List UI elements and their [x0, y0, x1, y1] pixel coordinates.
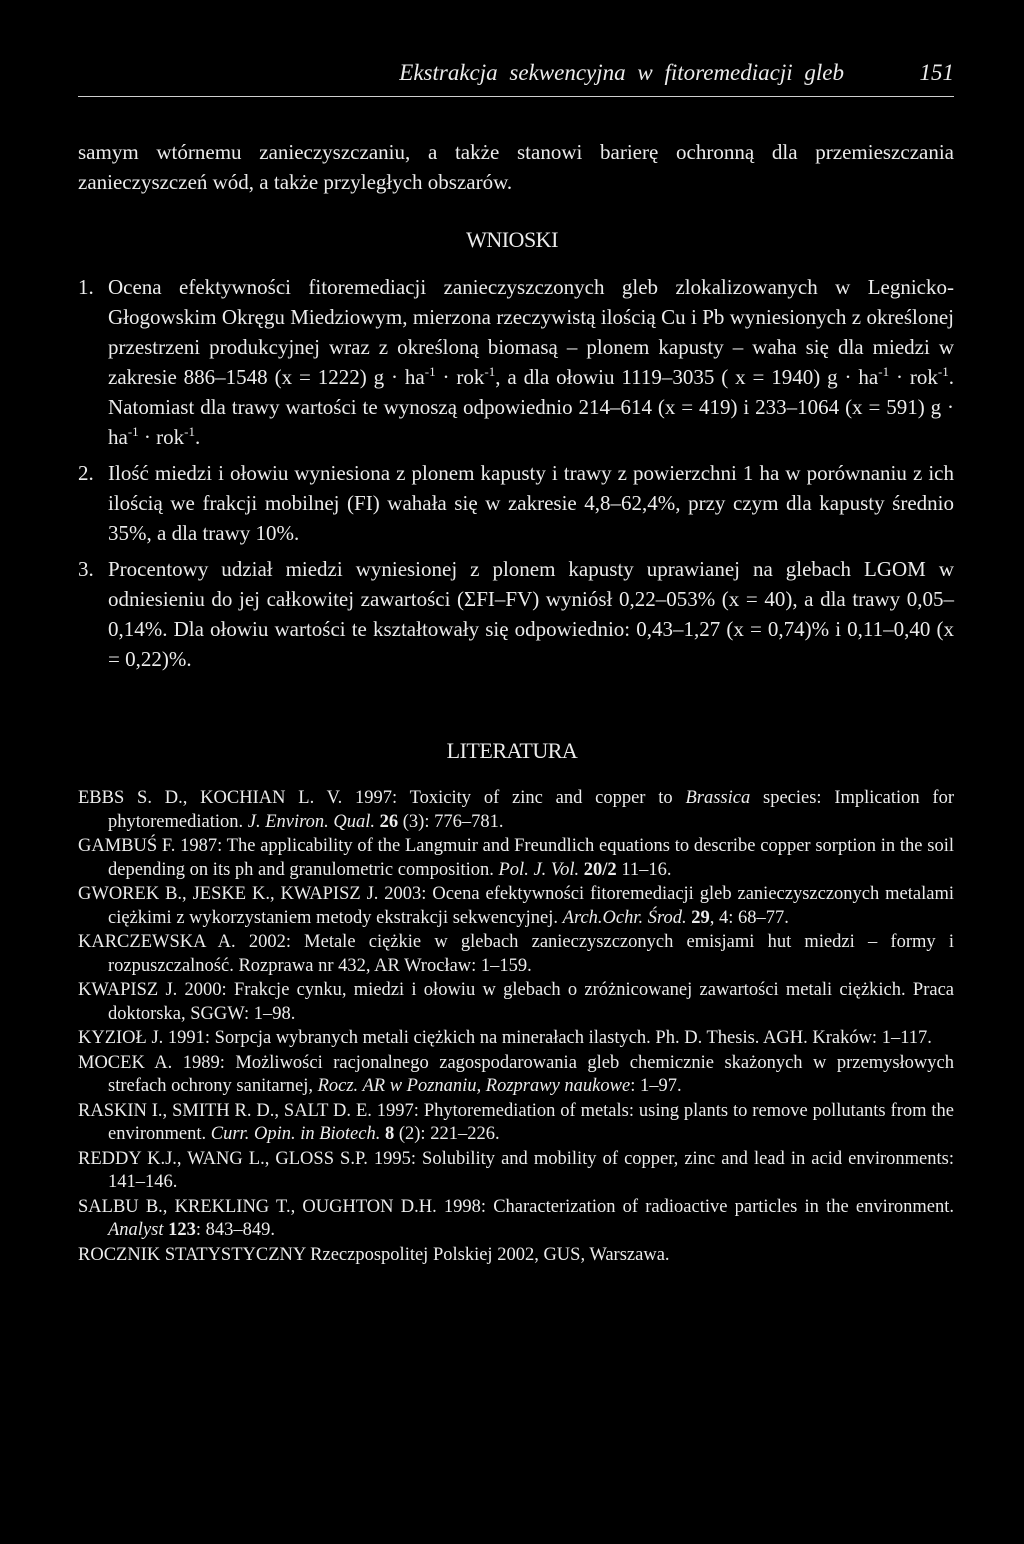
reference-volume: 20/2 — [583, 859, 617, 880]
reference-text: ROCZNIK STATYSTYCZNY Rzeczpospolitej Polskiej 2002, GUS, Warszawa. — [78, 1244, 670, 1265]
reference-item — [78, 883, 954, 930]
conclusion-number: 1. — [78, 275, 94, 299]
reference-text: (2): 221–226. — [394, 1124, 500, 1144]
reference-italic: Curr. Opin. in Biotech. — [210, 1124, 381, 1144]
reference-text: species: Implication for phytoremediation. — [108, 788, 954, 832]
reference-item — [78, 1027, 954, 1051]
running-title: Ekstrakcja sekwencyjna w fitoremediacji gleb — [399, 60, 844, 85]
conclusion-text: . — [195, 425, 201, 449]
reference-item — [78, 835, 954, 882]
reference-italic: Arch.Ochr. Środ. — [562, 907, 687, 928]
reference-text: REDDY K.J., WANG L., GLOSS S.P. 1995: Solubility and mobility of copper, zinc and lead in acid environments: 141–146. — [78, 1148, 954, 1192]
reference-item — [78, 1052, 954, 1099]
conclusion-text: · rok — [435, 365, 485, 389]
reference-text: KYZIOŁ J. 1991: Sorpcja wybranych metali ciężkich na minerałach ilastych. Ph. D. Thesis. AGH. Kraków: 1–117. — [78, 1028, 932, 1048]
reference-text: EBBS S. D., KOCHIAN L. V. 1997: Toxicity of zinc and copper to — [78, 788, 686, 808]
page-number: 151 — [919, 60, 954, 85]
conclusion-number: 3. — [78, 557, 94, 581]
reference-text: GWOREK B., JESKE K., KWAPISZ J. 2003: Ocena efektywności fitoremediacji gleb zanieczyszczonych metalami ciężkimi z wykorzystaniem metody ekstrakcji sekwencyjnej. — [78, 884, 954, 928]
superscript: -1 — [878, 364, 890, 379]
reference-text: GAMBUŚ F. 1987: The applicability of the Langmuir and Freundlich equations to describe copper sorption in the soil depending on its ph and granulometric composition. — [78, 836, 954, 880]
reference-volume: 26 — [379, 811, 399, 832]
reference-text: : 1–97. — [630, 1076, 682, 1096]
reference-volume: 29 — [691, 907, 710, 928]
reference-italic: J. Environ. Qual. — [247, 811, 376, 832]
superscript: -1 — [184, 424, 196, 439]
conclusion-item — [78, 272, 954, 452]
running-header — [78, 60, 954, 97]
conclusions-heading: WNIOSKI — [466, 227, 558, 252]
reference-item — [78, 787, 954, 834]
conclusion-text: , a dla ołowiu 1119–3035 ( x = 1940) g · ha — [495, 365, 879, 389]
reference-text: MOCEK A. 1989: Możliwości racjonalnego zagospodarowania gleb chemicznie skażonych w przemysłowych strefach ochrony sanitarnej, — [78, 1052, 954, 1096]
intro-paragraph: samym wtórnemu zanieczyszczaniu, a także stanowi barierę ochronną dla przemieszczania zanieczyszczeń wód, a także przyległych obszarów. — [78, 140, 954, 194]
conclusion-text: Ocena efektywności fitoremediacji zanieczyszczonych gleb zlokalizowanych w Legnicko-Głogowskim Okręgu Miedziowym, mierzona rzeczywistą ilością Cu i Pb wyniesionych z określonej przestrzeni produkcyjnej wraz z określoną biomasą – plonem kapusty – waha się dla miedzi w zakresie 886–1548 (x = 1222) g · ha — [108, 275, 954, 389]
conclusion-item — [78, 554, 954, 674]
reference-text: , 4: 68–77. — [709, 907, 789, 928]
superscript: -1 — [424, 364, 436, 379]
reference-item — [78, 931, 954, 978]
reference-volume: 8 — [384, 1124, 395, 1144]
reference-italic: Brassica — [685, 788, 751, 808]
reference-text: SALBU B., KREKLING T., OUGHTON D.H. 1998: Characterization of radioactive particles in the environment. — [78, 1196, 954, 1217]
reference-italic: Pol. J. Vol. — [498, 859, 580, 880]
reference-text: KWAPISZ J. 2000: Frakcje cynku, miedzi i ołowiu w glebach o zróżnicowanej zawartości metali ciężkich. Praca doktorska, SGGW: 1–98. — [78, 980, 954, 1024]
conclusions-list — [78, 272, 954, 680]
reference-item — [78, 1148, 954, 1195]
reference-italic: Analyst — [108, 1220, 164, 1240]
conclusion-text: Procentowy udział miedzi wyniesionej z plonem kapusty uprawianej na glebach LGOM w odniesieniu do jej całkowitej zawartości (ΣFI–FV) wyniósł 0,22–053% (x = 40), a dla trawy 0,05–0,14%. Dla ołowiu wartości te kształtowały się odpowiednio: 0,43–1,27 (x = 0,74)% i 0,11–0,40 (x = 0,22)%. — [108, 557, 954, 671]
superscript: -1 — [937, 364, 949, 379]
conclusion-text: Ilość miedzi i ołowiu wyniesiona z plonem kapusty i trawy z powierzchni 1 ha w porównaniu z ich ilością we frakcji mobilnej (FI) wahała się w zakresie 4,8–62,4%, przy czym dla kapusty średnio 35%, a dla trawy 10%. — [108, 461, 954, 545]
superscript: -1 — [127, 424, 139, 439]
reference-text: RASKIN I., SMITH R. D., SALT D. E. 1997: Phytoremediation of metals: using plants to remove pollutants from the environment. — [78, 1100, 954, 1144]
reference-italic: Rocz. AR w Poznaniu, Rozprawy naukowe — [317, 1076, 631, 1096]
reference-text: : 843–849. — [195, 1220, 276, 1240]
superscript: -1 — [484, 364, 496, 379]
references-list — [78, 787, 954, 1268]
reference-text: KARCZEWSKA A. 2002: Metale ciężkie w glebach zanieczyszczonych emisjami hut miedzi – formy i rozpuszczalność. Rozprawa nr 432, AR Wrocław: 1–159. — [78, 932, 954, 976]
reference-text: 11–16. — [616, 859, 672, 880]
literature-heading: LITERATURA — [446, 738, 578, 763]
reference-item — [78, 1100, 954, 1147]
conclusion-item — [78, 458, 954, 548]
reference-text: (3): 776–781. — [398, 811, 504, 832]
conclusion-text: · rok — [138, 425, 185, 449]
reference-item — [78, 979, 954, 1026]
reference-item — [78, 1244, 954, 1268]
conclusion-number: 2. — [78, 461, 94, 485]
conclusion-text: · rok — [889, 365, 938, 389]
conclusion-text: . Natomiast dla trawy wartości te wynoszą odpowiednio 214–614 (x = 419) i 233–1064 (x = 591) g · ha — [108, 365, 954, 449]
reference-item — [78, 1196, 954, 1243]
reference-volume: 123 — [168, 1220, 196, 1240]
